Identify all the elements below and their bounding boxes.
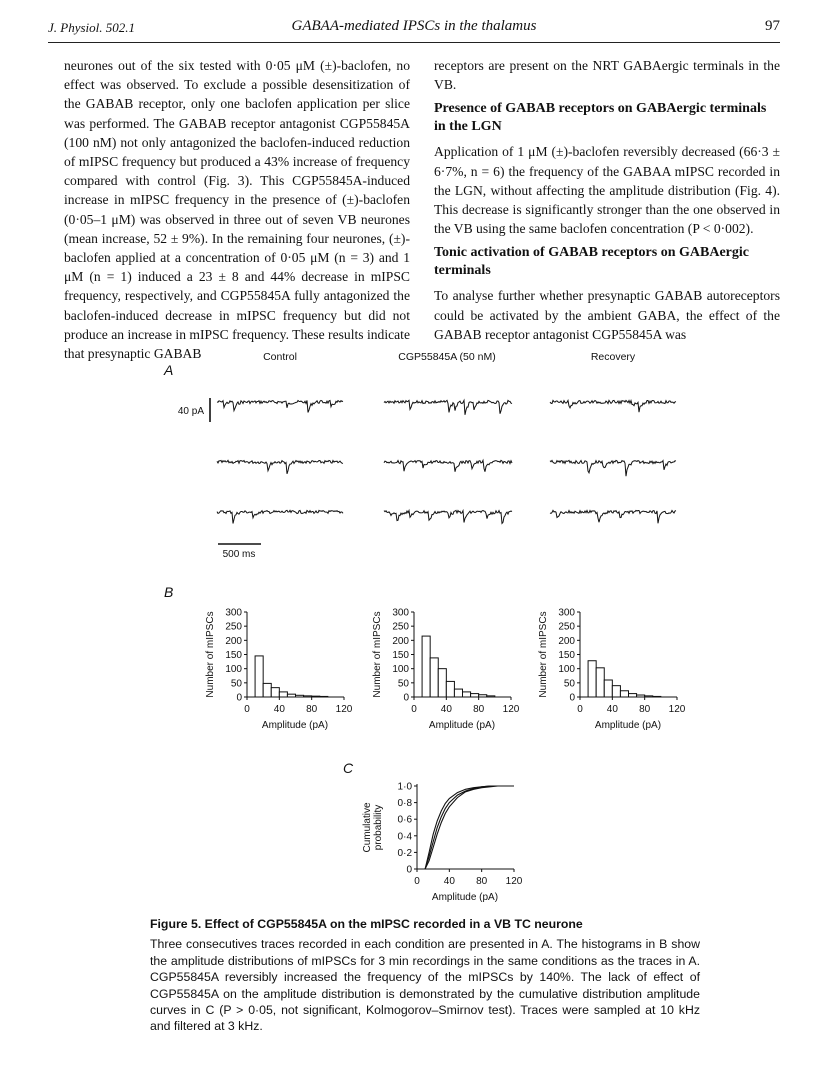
- histogram-bar: [471, 694, 479, 697]
- histogram-bar: [620, 691, 628, 697]
- histogram-2: [538, 608, 686, 732]
- condition-label-recovery: Recovery: [590, 351, 636, 363]
- y-tick-label: 50: [563, 678, 575, 690]
- page-number: 97: [765, 18, 780, 34]
- y-tick-label: 300: [558, 607, 575, 619]
- x-tick-label: 120: [335, 704, 353, 715]
- y-tick-label: 50: [397, 678, 409, 690]
- amplitude-histograms: [205, 608, 686, 732]
- histogram-bar: [263, 683, 271, 697]
- histogram-bar: [287, 694, 295, 697]
- x-axis-label: Amplitude (pA): [594, 720, 662, 731]
- journal-citation: J. Physiol. 502.1: [48, 20, 136, 35]
- x-tick-label: 80: [473, 704, 485, 715]
- x-axis-label: Amplitude (pA): [431, 892, 499, 903]
- section-heading-tonic: Tonic activation of GABAB receptors on GABAergic terminals: [434, 245, 749, 279]
- y-tick-label: 300: [225, 607, 242, 619]
- histogram-bar: [271, 688, 279, 697]
- cumulative-plot: [362, 782, 523, 904]
- y-tick-label: 0·6: [397, 814, 412, 826]
- x-tick-label: 80: [306, 704, 318, 715]
- y-tick-label: 0: [403, 692, 409, 704]
- y-tick-label: 0: [406, 864, 412, 876]
- histogram-bar: [255, 656, 263, 697]
- y-tick-label: 100: [558, 664, 575, 676]
- x-tick-label: 40: [440, 704, 452, 715]
- x-tick-label: 120: [668, 704, 686, 715]
- right-paragraph-3: To analyse further whether presynaptic GABAB autoreceptors could be activated by the ambient GABA, the effect of the GABAB receptor antagonist CGP55845A was: [434, 288, 780, 342]
- x-tick-label: 0: [244, 704, 250, 715]
- trace-2-0: [550, 400, 676, 412]
- condition-label-control: Control: [263, 351, 297, 363]
- y-axis-label: Number of mIPSCs: [205, 611, 216, 698]
- histogram-bar: [479, 695, 487, 697]
- y-axis-label: Number of mIPSCs: [538, 611, 549, 698]
- figure-caption: [150, 916, 700, 1035]
- y-tick-label: 300: [392, 607, 409, 619]
- trace-0-1: [217, 460, 343, 473]
- x-axis-label: Amplitude (pA): [428, 720, 496, 731]
- x-tick-label: 40: [273, 704, 285, 715]
- y-axis-label-2: probability: [373, 804, 384, 851]
- histogram-bar: [588, 661, 596, 697]
- y-tick-label: 250: [225, 621, 242, 633]
- section-heading-lgn: Presence of GABAB receptors on GABAergic terminals in the LGN: [434, 101, 767, 135]
- time-scale-label: 500 ms: [222, 549, 256, 560]
- caption-title: Figure 5. Effect of CGP55845A on the mIPSC recorded in a VB TC neurone: [150, 917, 583, 931]
- histogram-bar: [446, 681, 454, 697]
- y-tick-label: 100: [225, 664, 242, 676]
- y-tick-label: 150: [392, 650, 409, 661]
- y-tick-label: 150: [225, 650, 242, 661]
- cumulative-curve-recovery: [425, 786, 514, 869]
- histogram-bar: [629, 694, 637, 697]
- y-tick-label: 250: [558, 621, 575, 633]
- x-tick-label: 80: [639, 704, 651, 715]
- histogram-bar: [422, 636, 430, 697]
- right-paragraph-2: Application of 1 μM (±)-baclofen reversibly decreased (66·3 ± 6·7%, n = 6) the frequency of the GABAA mIPSC recorded in the LGN, without affecting the amplitude distribution (Fig. 4). This decrease is significantly stronger than the one observed in the VB using the same baclofen concentration (P < 0·002).: [434, 144, 780, 237]
- x-axis-label: Amplitude (pA): [261, 720, 329, 731]
- trace-1-2: [384, 510, 512, 523]
- cumulative-curve-control: [425, 786, 514, 869]
- right-paragraph-1: receptors are present on the NRT GABAergic terminals in the VB.: [434, 58, 780, 93]
- y-tick-label: 150: [558, 650, 575, 661]
- x-tick-label: 40: [443, 876, 455, 887]
- y-tick-label: 50: [230, 678, 242, 690]
- trace-2-2: [550, 510, 676, 523]
- y-tick-label: 0·4: [397, 831, 412, 843]
- cumulative-curve-cgp55845a: [425, 786, 514, 869]
- histogram-bar: [596, 668, 604, 697]
- condition-label-cgp: CGP55845A (50 nM): [398, 351, 496, 363]
- panel-c-label: C: [343, 760, 354, 776]
- x-tick-label: 0: [411, 704, 417, 715]
- histogram-bar: [438, 669, 446, 697]
- y-tick-label: 200: [392, 635, 409, 647]
- running-title: GABAA-mediated IPSCs in the thalamus: [291, 18, 537, 34]
- histogram-bar: [604, 680, 612, 697]
- x-tick-label: 120: [502, 704, 520, 715]
- y-tick-label: 1·0: [397, 781, 412, 793]
- mipsc-traces: [217, 400, 676, 523]
- histogram-bar: [304, 696, 312, 697]
- y-tick-label: 0·8: [397, 798, 412, 810]
- x-tick-label: 120: [505, 876, 523, 887]
- y-tick-label: 200: [225, 635, 242, 647]
- histogram-bar: [653, 696, 661, 697]
- x-tick-label: 40: [606, 704, 618, 715]
- trace-0-0: [217, 400, 343, 412]
- histogram-bar: [454, 689, 462, 697]
- caption-body: Three consecutives traces recorded in each condition are presented in A. The histograms in B show the amplitude distributions of mIPSCs for 3 min recordings in the same conditions as the traces in A. CGP55845A reversibly increased the frequency of the mIPSCs by 140%. The lack of effect of CGP55845A on the amplitude distribution is demonstrated by the cumulative distribution amplitude curves in C (P > 0·05, not significant, Kolmogorov–Smirnov test). Traces were sampled at 10 kHz and filtered at 3 kHz.: [150, 937, 700, 1034]
- histogram-bar: [430, 658, 438, 697]
- trace-1-1: [384, 460, 512, 471]
- y-axis-label: Number of mIPSCs: [372, 611, 383, 698]
- y-tick-label: 0: [236, 692, 242, 704]
- current-scale-label: 40 pA: [177, 406, 204, 417]
- trace-1-0: [384, 400, 512, 414]
- histogram-bar: [637, 695, 645, 697]
- histogram-bar: [320, 696, 328, 697]
- histogram-0: [205, 608, 353, 732]
- histogram-1: [372, 608, 520, 732]
- x-tick-label: 80: [476, 876, 488, 887]
- histogram-bar: [312, 696, 320, 697]
- y-tick-label: 0: [569, 692, 575, 704]
- trace-2-1: [550, 460, 676, 476]
- histogram-bar: [487, 696, 495, 697]
- x-tick-label: 0: [577, 704, 583, 715]
- y-axis-label-1: Cumulative: [362, 802, 373, 853]
- y-tick-label: 0·2: [397, 847, 412, 859]
- histogram-bar: [463, 692, 471, 697]
- y-tick-label: 100: [392, 664, 409, 676]
- y-tick-label: 200: [558, 635, 575, 647]
- panel-a-label: A: [164, 362, 174, 378]
- histogram-bar: [296, 695, 304, 697]
- histogram-bar: [645, 696, 653, 697]
- histogram-bar: [612, 686, 620, 697]
- trace-0-2: [217, 510, 343, 523]
- histogram-bar: [279, 692, 287, 697]
- panel-b-label: B: [164, 584, 174, 600]
- y-tick-label: 250: [392, 621, 409, 633]
- left-paragraph: neurones out of the six tested with 0·05 μM (±)-baclofen, no effect was observed. To exclude a possible desensitization of the GABAB receptor, only one baclofen application per slice was performed. The GABAB receptor antagonist CGP55845A (100 nM) not only antagonized the baclofen-induced reduction of mIPSC frequency but produced a 43% increase of frequency compared with control (Fig. 3). This CGP55845A-induced increase in mIPSC frequency in the presence of (±)-baclofen (0·05–1 μM) was observed in three out of seven VB neurones (mean increase, 52 ± 9%). In the remaining four neurones, (±)-baclofen applied at a concentration of 0·05 μM (n = 3) and 1 μM (n = 1) induced a 23 ± 8 and 44% decrease in mIPSC frequency, respectively, and CGP55845A fully antagonized the baclofen-induced decrease in mIPSC frequency but did not produce an increase in mIPSC frequency. These results indicate that presynaptic GABAB: [64, 58, 410, 362]
- x-tick-label: 0: [414, 876, 420, 887]
